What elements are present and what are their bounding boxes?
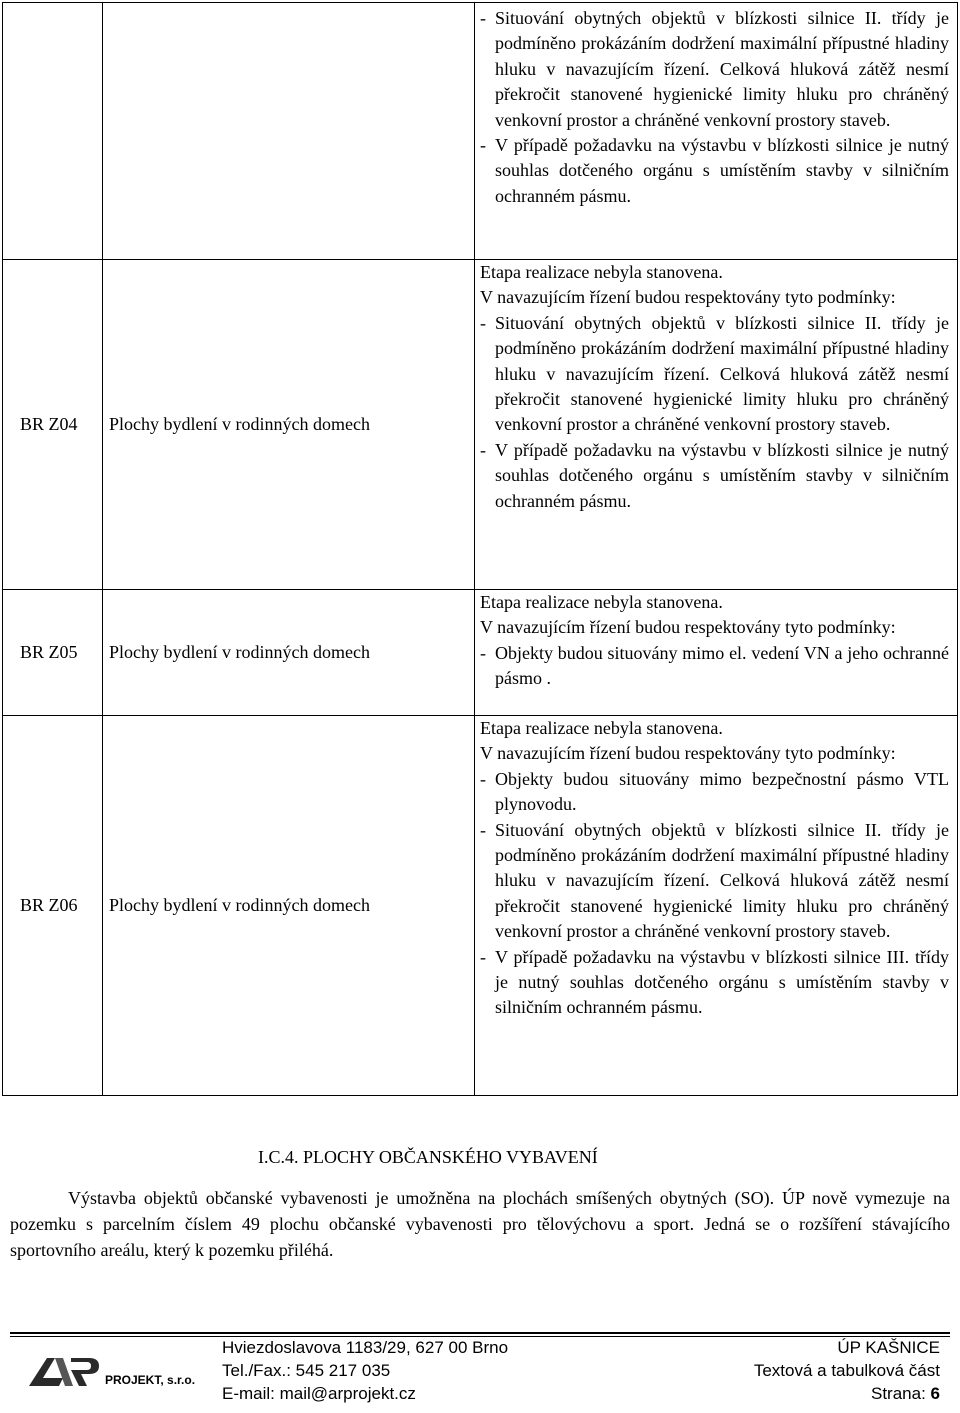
conditions-cell [475, 3, 958, 260]
etapa-text: Etapa realizace nebyla stanovena. [480, 262, 723, 282]
company-logo [25, 1350, 205, 1390]
footer-email: E-mail: mail@arprojekt.cz [222, 1384, 416, 1403]
intro-text: V navazujícím řízení budou respektovány tyto podmínky: [480, 287, 896, 308]
footer-doc-info [754, 1336, 940, 1405]
condition-item: - Situování obytných objektů v blízkosti silnice II. třídy je podmíněno prokázáním dodržení maximální přípustné hladiny hluku v navazujícím řízení. Celková hluková zátěž nesmí překročit stanovené hygienické limity hluku pro chráněný venkovní prostor a chráněné venkovní prostory staveb. [480, 6, 949, 133]
intro-text: V navazujícím řízení budou respektovány tyto podmínky: [480, 617, 896, 638]
table-row [3, 260, 958, 590]
condition-item: - Situování obytných objektů v blízkosti silnice II. třídy je podmíněno prokázáním dodržení maximální přípustné hladiny hluku v navazujícím řízení. Celková hluková zátěž nesmí překročit stanovené hygienické limity hluku pro chráněný venkovní prostor a chráněné venkovní prostory staveb. [480, 311, 949, 438]
zone-code-cell: BR Z04 [3, 260, 103, 590]
condition-item: - V případě požadavku na výstavbu v blízkosti silnice je nutný souhlas dotčeného orgánu s umístěním stavby v silničním ochranném pásmu. [480, 133, 949, 209]
zones-table [2, 2, 958, 1096]
footer-address-block [222, 1336, 508, 1405]
table-row [3, 3, 958, 260]
conditions-cell [475, 260, 958, 590]
footer-rule [10, 1332, 950, 1334]
zone-code-cell [3, 3, 103, 260]
footer-tel: Tel./Fax.: 545 217 035 [222, 1361, 391, 1380]
section-heading: I.C.4. PLOCHY OBČANSKÉHO VYBAVENÍ [258, 1147, 598, 1167]
footer-address: Hviezdoslavova 1183/29, 627 00 Brno [222, 1338, 509, 1357]
conditions-cell [475, 716, 958, 1096]
condition-item: - Objekty budou situovány mimo bezpečnostní pásmo VTL plynovodu. [480, 767, 949, 818]
paragraph-text: Výstavba objektů občanské vybavenosti je umožněna na plochách smíšených obytných (SO). ÚP nově vymezuje na pozemku s parcelním číslem 49 plochu občanské vybavenosti pro tělovýchovu a sport. Jedná se o rozšíření stávajícího sportovního areálu, který k pozemku přiléhá. [10, 1188, 950, 1260]
page-number: 6 [930, 1384, 940, 1403]
page-label: Strana: [870, 1384, 926, 1403]
etapa-text: Etapa realizace nebyla stanovena. [480, 592, 723, 612]
footer-page [754, 1382, 940, 1405]
intro-text: V navazujícím řízení budou respektovány tyto podmínky: [480, 743, 896, 764]
zone-name-cell: Plochy bydlení v rodinných domech [103, 716, 475, 1096]
section-paragraph [10, 1185, 950, 1263]
conditions-cell [475, 590, 958, 716]
page-footer [10, 1332, 950, 1402]
zone-code-cell: BR Z06 [3, 716, 103, 1096]
zone-name-cell: Plochy bydlení v rodinných domech [103, 590, 475, 716]
condition-item: - V případě požadavku na výstavbu v blízkosti silnice je nutný souhlas dotčeného orgánu s umístěním stavby v silničním ochranném pásmu. [480, 438, 949, 514]
footer-part: Textová a tabulková část [753, 1361, 940, 1380]
table-row [3, 716, 958, 1096]
condition-item: - V případě požadavku na výstavbu v blízkosti silnice III. třídy je nutný souhlas dotčeného orgánu s umístěním stavby v silničním ochranném pásmu. [480, 945, 949, 1021]
zone-code-cell: BR Z05 [3, 590, 103, 716]
footer-project: ÚP KAŠNICE [837, 1338, 940, 1357]
zone-name-cell [103, 3, 475, 260]
logo-text: PROJEKT, s.r.o. [105, 1373, 196, 1387]
zone-name-cell: Plochy bydlení v rodinných domech [103, 260, 475, 590]
table-row [3, 590, 958, 716]
etapa-text: Etapa realizace nebyla stanovena. [480, 718, 723, 738]
condition-item: - Situování obytných objektů v blízkosti silnice II. třídy je podmíněno prokázáním dodržení maximální přípustné hladiny hluku v navazujícím řízení. Celková hluková zátěž nesmí překročit stanovené hygienické limity hluku pro chráněný venkovní prostor a chráněné venkovní prostory staveb. [480, 818, 949, 945]
condition-item: - Objekty budou situovány mimo el. vedení VN a jeho ochranné pásmo . [480, 641, 949, 692]
